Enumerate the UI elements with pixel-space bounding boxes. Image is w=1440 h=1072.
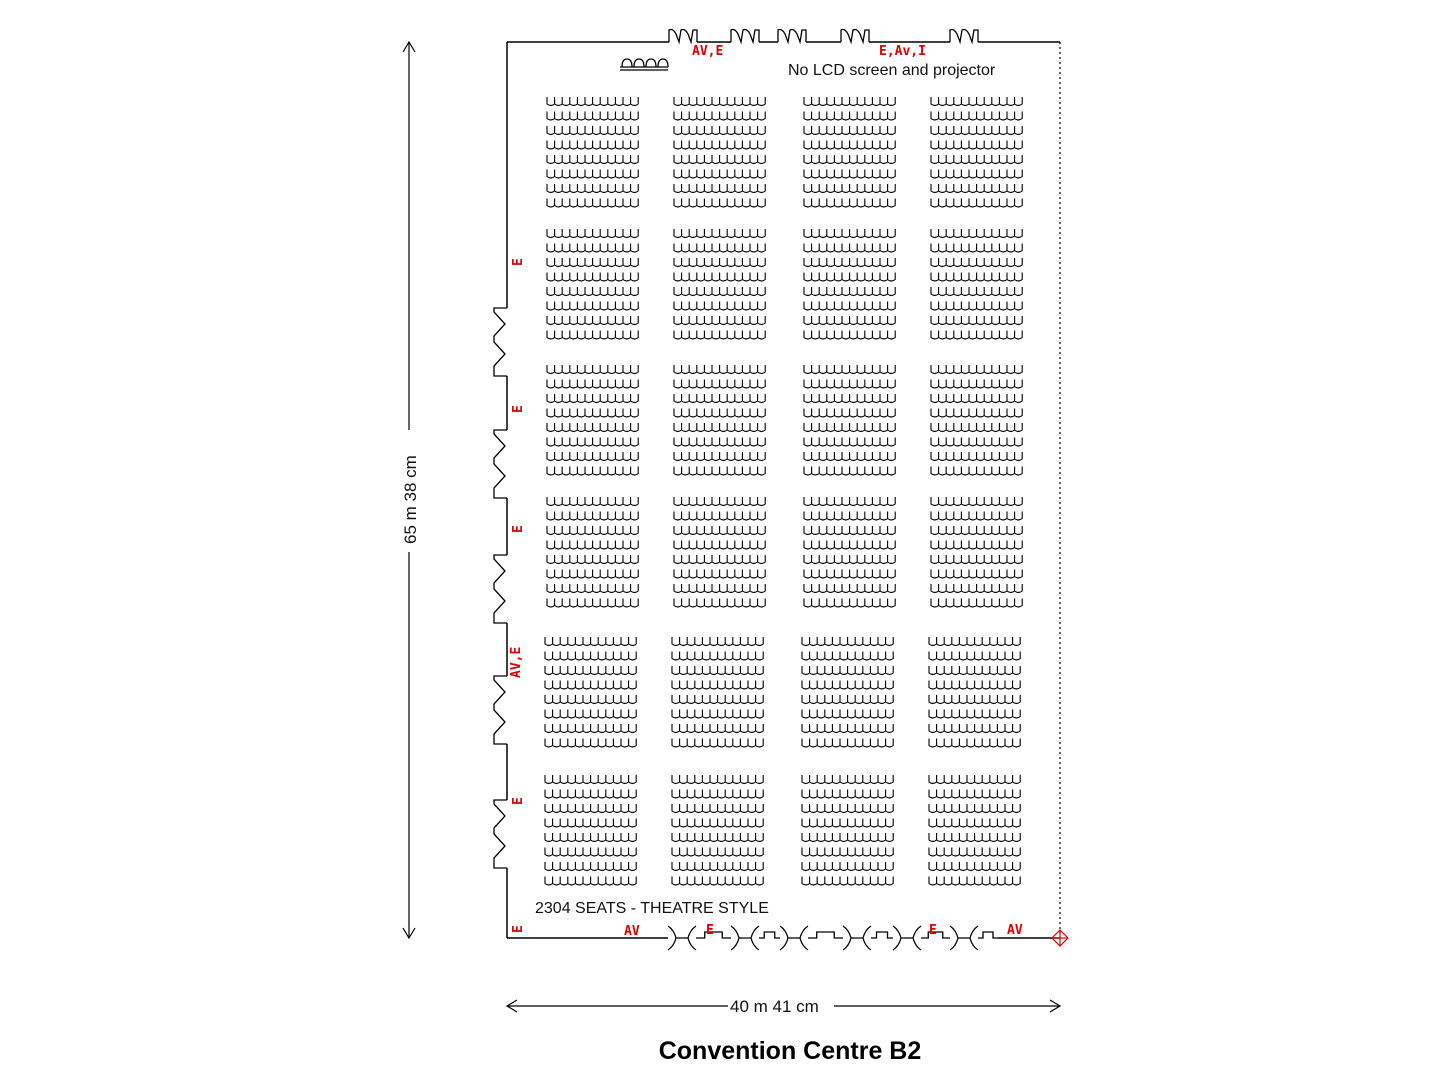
seat-row xyxy=(804,170,895,179)
seat-row xyxy=(929,739,1020,748)
seat-row xyxy=(547,423,638,432)
seat-row xyxy=(929,848,1020,857)
seat-row xyxy=(804,302,895,311)
seat-row xyxy=(931,302,1022,311)
seat-row xyxy=(545,637,636,646)
seat-row xyxy=(804,126,895,135)
seat-block xyxy=(547,229,638,339)
seat-row xyxy=(804,599,895,608)
seat-block xyxy=(931,365,1022,475)
label-left-2: E xyxy=(511,405,526,413)
seat-row xyxy=(802,833,893,842)
seat-row xyxy=(802,804,893,813)
seat-block xyxy=(674,97,765,207)
seat-block xyxy=(545,775,636,885)
seat-row xyxy=(547,97,638,106)
bottom-doors xyxy=(668,926,998,950)
seat-row xyxy=(804,452,895,461)
label-left-4: AV,E xyxy=(509,646,524,678)
seat-row xyxy=(804,570,895,579)
seating-note: 2304 SEATS - THEATRE STYLE xyxy=(535,900,769,917)
seat-row xyxy=(674,170,765,179)
seat-row xyxy=(674,155,765,164)
seat-row xyxy=(545,652,636,661)
seat-row xyxy=(929,666,1020,675)
seat-row xyxy=(545,681,636,690)
seat-row xyxy=(674,126,765,135)
label-left-5: E xyxy=(511,797,526,805)
seat-row xyxy=(931,97,1022,106)
seat-row xyxy=(547,394,638,403)
seat-row xyxy=(931,584,1022,593)
seat-row xyxy=(931,555,1022,564)
seat-row xyxy=(674,599,765,608)
seat-row xyxy=(547,184,638,193)
seat-row xyxy=(931,570,1022,579)
seat-row xyxy=(674,541,765,550)
seat-row xyxy=(545,739,636,748)
seat-row xyxy=(931,365,1022,374)
seat-row xyxy=(672,848,763,857)
seat-block xyxy=(672,775,763,885)
seat-row xyxy=(545,833,636,842)
seat-row xyxy=(674,316,765,325)
seat-row xyxy=(802,695,893,704)
seat-row xyxy=(547,229,638,238)
seat-row xyxy=(672,710,763,719)
seat-row xyxy=(931,287,1022,296)
seat-row xyxy=(929,710,1020,719)
head-table-icon xyxy=(620,59,668,70)
label-left-3: E xyxy=(511,525,526,533)
seat-row xyxy=(547,599,638,608)
corner-marker-icon xyxy=(1052,930,1068,946)
seat-row xyxy=(674,258,765,267)
seat-row xyxy=(802,775,893,784)
seat-row xyxy=(931,497,1022,506)
seat-row xyxy=(547,452,638,461)
seat-blocks xyxy=(545,97,1022,885)
seat-row xyxy=(674,365,765,374)
seat-row xyxy=(547,273,638,282)
seat-row xyxy=(547,244,638,253)
seat-row xyxy=(802,710,893,719)
seat-row xyxy=(931,526,1022,535)
seat-row xyxy=(674,570,765,579)
seat-row xyxy=(931,112,1022,121)
seat-block xyxy=(547,365,638,475)
seat-row xyxy=(672,637,763,646)
seat-row xyxy=(804,584,895,593)
seat-row xyxy=(674,380,765,389)
seat-row xyxy=(547,380,638,389)
seat-row xyxy=(545,804,636,813)
seat-block xyxy=(547,97,638,207)
seat-block xyxy=(804,497,895,607)
seat-row xyxy=(931,380,1022,389)
seat-row xyxy=(931,155,1022,164)
seat-block xyxy=(674,229,765,339)
seat-row xyxy=(545,877,636,886)
seat-block xyxy=(802,775,893,885)
seat-row xyxy=(547,199,638,208)
seat-row xyxy=(547,170,638,179)
stage-note: No LCD screen and projector xyxy=(788,62,996,79)
seat-row xyxy=(672,775,763,784)
seat-block xyxy=(547,497,638,607)
seat-block xyxy=(802,637,893,747)
seat-row xyxy=(931,258,1022,267)
label-left-1: E xyxy=(511,258,526,266)
seat-row xyxy=(672,695,763,704)
seat-row xyxy=(802,739,893,748)
seat-row xyxy=(674,584,765,593)
label-top-left: AV,E xyxy=(692,44,724,59)
seat-row xyxy=(929,652,1020,661)
seat-row xyxy=(674,244,765,253)
seat-row xyxy=(547,584,638,593)
seat-row xyxy=(804,497,895,506)
seat-row xyxy=(804,394,895,403)
seat-row xyxy=(672,862,763,871)
seat-row xyxy=(929,681,1020,690)
seat-row xyxy=(931,273,1022,282)
seat-row xyxy=(804,258,895,267)
seat-row xyxy=(674,394,765,403)
seat-row xyxy=(672,739,763,748)
seat-row xyxy=(547,155,638,164)
seat-row xyxy=(547,331,638,340)
seat-row xyxy=(674,526,765,535)
seat-row xyxy=(929,790,1020,799)
seat-row xyxy=(802,848,893,857)
seat-row xyxy=(929,804,1020,813)
seat-row xyxy=(802,790,893,799)
red-labels xyxy=(509,44,1023,939)
seat-row xyxy=(545,710,636,719)
seat-row xyxy=(674,184,765,193)
seat-row xyxy=(804,467,895,476)
seat-row xyxy=(931,244,1022,253)
seat-row xyxy=(804,555,895,564)
label-bottom-av-left: AV xyxy=(624,924,640,939)
seat-row xyxy=(547,570,638,579)
seat-row xyxy=(547,409,638,418)
seat-block xyxy=(672,637,763,747)
seat-row xyxy=(804,365,895,374)
seat-row xyxy=(674,409,765,418)
seat-row xyxy=(931,394,1022,403)
seat-row xyxy=(802,666,893,675)
seat-row xyxy=(804,512,895,521)
seat-row xyxy=(802,819,893,828)
seat-row xyxy=(804,541,895,550)
seat-row xyxy=(804,526,895,535)
seat-row xyxy=(929,877,1020,886)
seat-row xyxy=(547,112,638,121)
seat-row xyxy=(547,555,638,564)
height-dimension xyxy=(401,42,420,938)
seat-row xyxy=(804,244,895,253)
seat-row xyxy=(931,184,1022,193)
seat-block xyxy=(674,497,765,607)
seat-row xyxy=(674,229,765,238)
seat-block xyxy=(804,229,895,339)
seat-row xyxy=(545,666,636,675)
seat-row xyxy=(547,302,638,311)
seat-row xyxy=(545,862,636,871)
seat-row xyxy=(674,287,765,296)
seat-row xyxy=(929,775,1020,784)
seat-row xyxy=(672,819,763,828)
height-label: 65 m 38 cm xyxy=(401,455,420,544)
seat-row xyxy=(931,423,1022,432)
seat-row xyxy=(547,512,638,521)
seat-row xyxy=(672,790,763,799)
seat-row xyxy=(674,512,765,521)
seat-row xyxy=(545,724,636,733)
seat-row xyxy=(802,637,893,646)
seat-row xyxy=(931,141,1022,150)
seat-row xyxy=(672,833,763,842)
seat-row xyxy=(804,155,895,164)
seat-row xyxy=(929,862,1020,871)
label-top-right: E,Av,I xyxy=(879,44,926,59)
seat-row xyxy=(804,112,895,121)
seat-row xyxy=(804,199,895,208)
seat-block xyxy=(931,497,1022,607)
seat-row xyxy=(929,637,1020,646)
seat-row xyxy=(545,695,636,704)
seat-row xyxy=(804,316,895,325)
seat-row xyxy=(804,331,895,340)
seat-row xyxy=(804,287,895,296)
seat-row xyxy=(547,287,638,296)
seat-row xyxy=(674,423,765,432)
seat-row xyxy=(547,316,638,325)
seat-row xyxy=(804,141,895,150)
seat-row xyxy=(674,555,765,564)
seat-row xyxy=(547,365,638,374)
seat-row xyxy=(931,599,1022,608)
label-bottom-e-1: E xyxy=(706,923,714,938)
seat-row xyxy=(802,862,893,871)
seat-row xyxy=(929,833,1020,842)
label-left-6: E xyxy=(511,925,526,933)
seat-block xyxy=(931,229,1022,339)
seat-row xyxy=(931,452,1022,461)
seat-row xyxy=(674,497,765,506)
seat-row xyxy=(545,790,636,799)
seat-row xyxy=(672,652,763,661)
seat-block xyxy=(804,97,895,207)
seat-row xyxy=(929,724,1020,733)
width-label: 40 m 41 cm xyxy=(730,997,819,1016)
seat-row xyxy=(931,438,1022,447)
seat-row xyxy=(802,724,893,733)
seat-row xyxy=(674,331,765,340)
seat-row xyxy=(804,229,895,238)
seat-block xyxy=(931,97,1022,207)
seat-row xyxy=(674,302,765,311)
seat-row xyxy=(802,681,893,690)
seat-row xyxy=(931,229,1022,238)
label-bottom-av-right: AV xyxy=(1007,923,1023,938)
seat-row xyxy=(547,126,638,135)
seat-row xyxy=(929,819,1020,828)
seat-row xyxy=(547,526,638,535)
seat-row xyxy=(674,97,765,106)
seat-row xyxy=(674,112,765,121)
seat-row xyxy=(804,423,895,432)
seat-row xyxy=(547,141,638,150)
seat-block xyxy=(545,637,636,747)
seat-row xyxy=(804,409,895,418)
seat-block xyxy=(929,637,1020,747)
width-dimension xyxy=(507,997,1060,1016)
seat-row xyxy=(545,848,636,857)
seat-row xyxy=(674,199,765,208)
seat-row xyxy=(931,467,1022,476)
seat-row xyxy=(547,541,638,550)
seat-row xyxy=(545,819,636,828)
seat-row xyxy=(672,724,763,733)
seat-block xyxy=(804,365,895,475)
seat-row xyxy=(672,666,763,675)
seat-row xyxy=(672,804,763,813)
seat-row xyxy=(674,141,765,150)
seat-row xyxy=(672,877,763,886)
seat-row xyxy=(804,380,895,389)
seat-row xyxy=(931,316,1022,325)
seat-block xyxy=(929,775,1020,885)
seat-row xyxy=(931,170,1022,179)
seat-row xyxy=(674,273,765,282)
seat-row xyxy=(547,497,638,506)
seat-row xyxy=(547,258,638,267)
seat-row xyxy=(931,331,1022,340)
seat-row xyxy=(804,97,895,106)
seat-row xyxy=(931,409,1022,418)
seat-row xyxy=(931,541,1022,550)
seat-row xyxy=(545,775,636,784)
seat-row xyxy=(672,681,763,690)
label-bottom-e-2: E xyxy=(929,923,937,938)
seat-row xyxy=(674,467,765,476)
seat-row xyxy=(804,184,895,193)
seat-row xyxy=(931,199,1022,208)
seat-row xyxy=(802,652,893,661)
left-doors xyxy=(494,308,511,868)
seat-row xyxy=(804,273,895,282)
seat-row xyxy=(929,695,1020,704)
seat-row xyxy=(547,438,638,447)
seat-row xyxy=(804,438,895,447)
seat-row xyxy=(931,126,1022,135)
seat-row xyxy=(931,512,1022,521)
seat-row xyxy=(802,877,893,886)
plan-title: Convention Centre B2 xyxy=(658,1037,922,1065)
seat-block xyxy=(674,365,765,475)
seat-row xyxy=(547,467,638,476)
seat-row xyxy=(674,452,765,461)
seat-row xyxy=(674,438,765,447)
